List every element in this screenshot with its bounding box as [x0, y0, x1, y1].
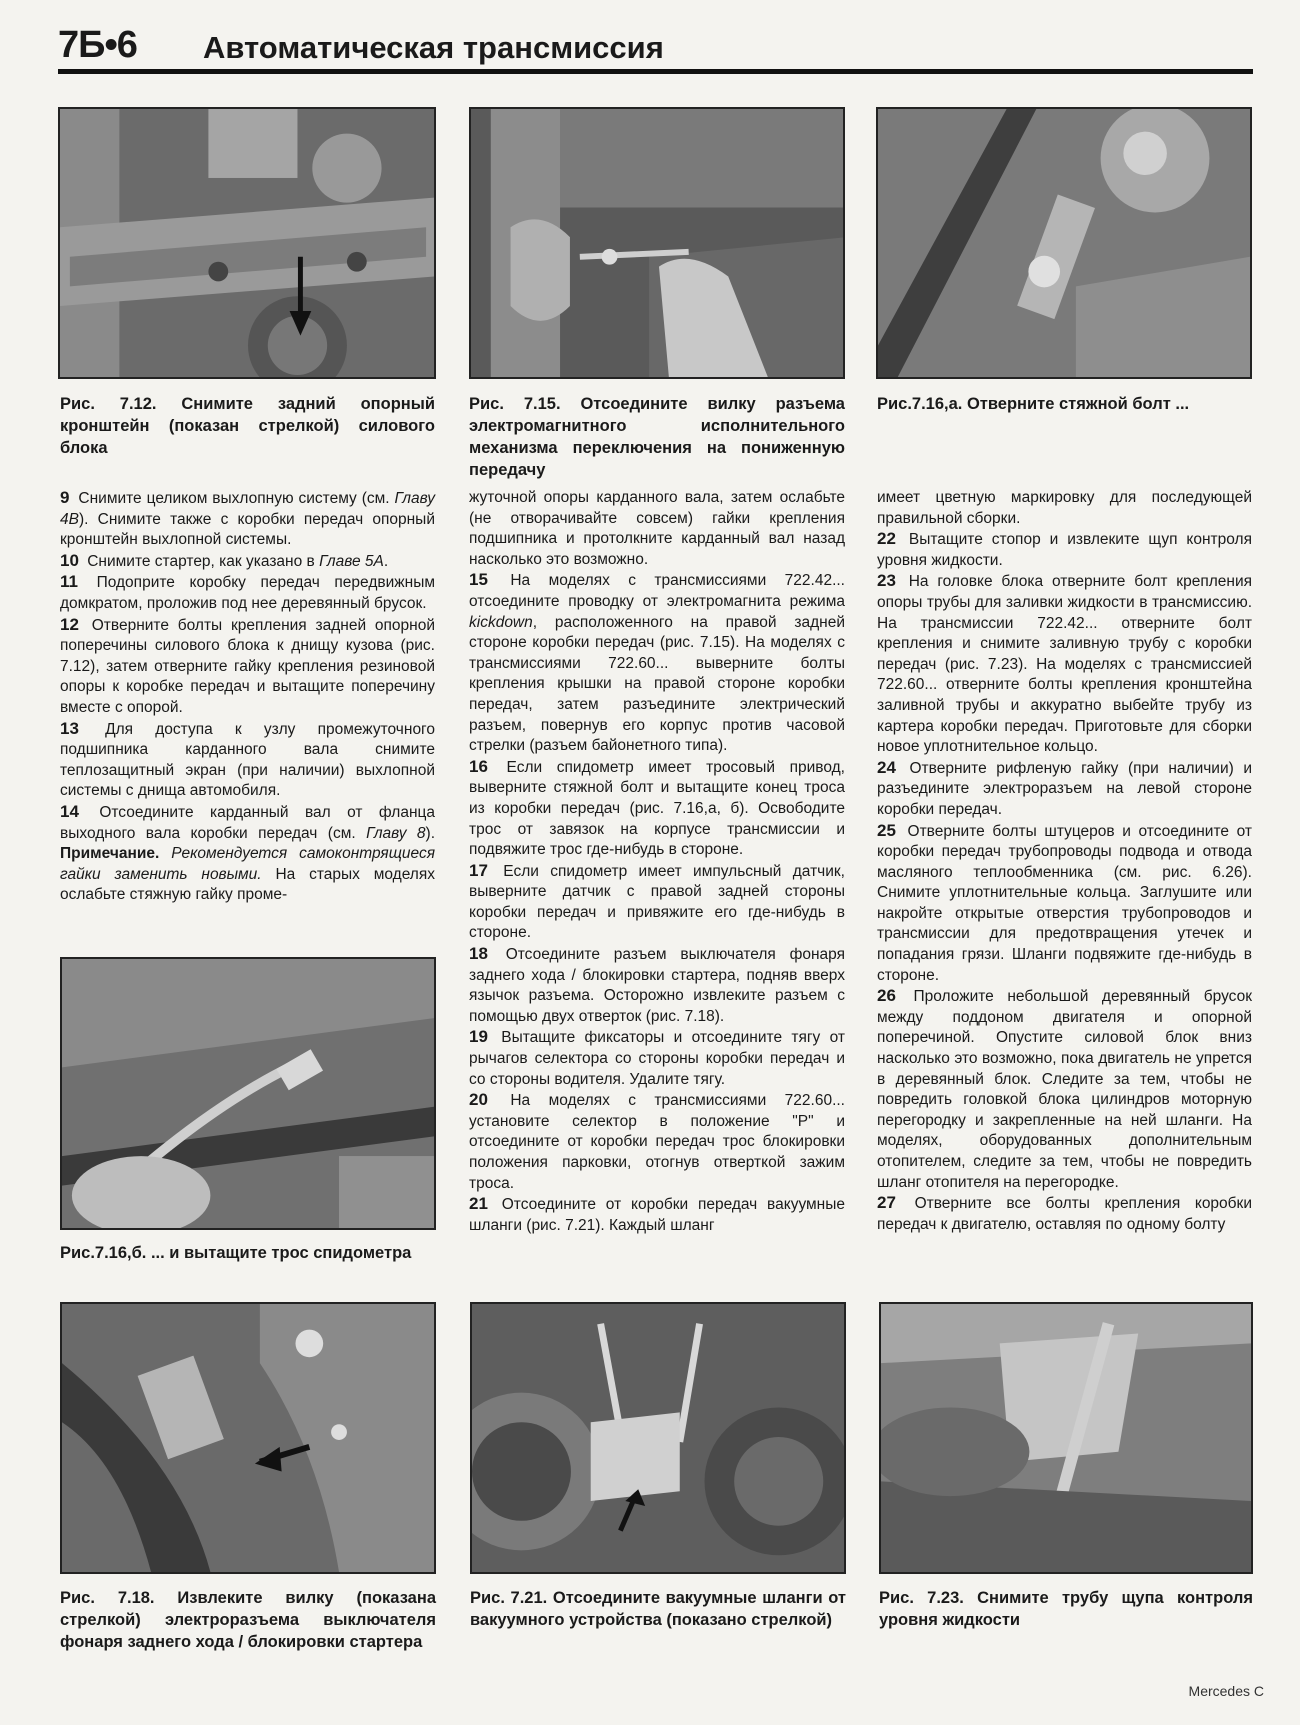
paragraph-15-term: kickdown: [469, 613, 533, 631]
paragraph-27-text: Отверните все болты крепления коробки передач к двигателю, оставляя по одному болту: [877, 1195, 1252, 1233]
paragraph-11-number: 11: [60, 572, 78, 592]
paragraph-14-number: 14: [60, 801, 79, 821]
paragraph-14-continued: жуточной опоры карданного вала, затем ослабьте (не отворачивайте совсем) гайки крепления подшипника и протолкните карданный вал назад насколько это возможно.: [469, 489, 845, 568]
paragraph-12-text: Отверните болты крепления задней опорной поперечины силового блока к днищу кузова (рис. 7.12), затем отверните гайку крепления резиновой опоры к коробке передач и вытащите поперечину вместе с опорой.: [60, 616, 436, 716]
caption-fig-7-23: Рис. 7.23. Снимите трубу щупа контроля уровня жидкости: [879, 1589, 1253, 1629]
paragraph-26: [877, 986, 1252, 1193]
paragraph-17-text: Если спидометр имеет импульсный датчик, выверните датчик с правой задней стороны коробки передач и привяжите его где-нибудь в стороне.: [469, 862, 845, 942]
paragraph-23-text: На головке блока отверните болт крепления опоры трубы для заливки жидкости в трансмиссию. На трансмиссии 722.42... отверните болт крепления и снимите заливную трубу с коробки передач (рис. 7.23). На моделях с трансмиссией 722.60... отверните болты крепления кронштейна заливной трубы и аккуратно выбейте трубу из картера коробки передач. Приготовьте для сборки новое уплотнительное кольцо.: [877, 573, 1252, 756]
paragraph-15: [469, 570, 845, 756]
paragraph-9: [60, 488, 435, 551]
paragraph-14-text-b: ).: [425, 824, 435, 842]
paragraph-22-number: 22: [877, 529, 896, 549]
paragraph-9-text-b: ). Снимите также с коробки передач опорный кронштейн выхлопной системы.: [60, 510, 435, 549]
photo-7-21-image: [472, 1304, 844, 1572]
page-header: [58, 22, 1253, 74]
photo-fig-7-18: [60, 1302, 436, 1574]
paragraph-19-text: Вытащите фиксаторы и отсоедините тягу от рычагов селектора со стороны коробки передач и со стороны водителя. Удалите тягу.: [469, 1029, 845, 1088]
paragraph-15-text-a: На моделях с трансмиссиями 722.42... отсоедините проводку от электромагнита режима: [469, 572, 845, 610]
paragraph-18-text: Отсоедините разъем выключателя фонаря заднего хода / блокировки стартера, подняв вверх язычок разъема. Осторожно извлеките разъем с помощью двух отверток (рис. 7.18).: [469, 946, 845, 1025]
paragraph-27-number: 27: [877, 1193, 896, 1213]
photo-fig-7-15: [469, 107, 845, 379]
paragraph-20: [469, 1090, 845, 1194]
column-2-text: [469, 488, 845, 1236]
paragraph-25-text: Отверните болты штуцеров и отсоедините от коробки передач трубопроводы подвода и отвода масляного теплообменника (см. рис. 6.26). Снимите уплотнительные кольца. Заглушите или накройте открытые отверстия трубопроводов и трансмиссии для предотвращения утечек и попадания грязи. Шланги подвяжите где-нибудь в стороне.: [877, 822, 1252, 984]
note-label: Примечание.: [60, 845, 160, 863]
photo-fig-7-23: [879, 1302, 1253, 1574]
caption-fig-7-21: Рис. 7.21. Отсоедините вакуумные шланги от вакуумного устройства (показано стрелкой): [470, 1589, 846, 1629]
paragraph-21: [469, 1194, 845, 1236]
paragraph-10-ref: Главе 5A: [319, 552, 384, 570]
caption-fig-7-18: Рис. 7.18. Извлеките вилку (показана стрелкой) электроразъема выключателя фонаря заднего хода / блокировки стартера: [60, 1589, 436, 1651]
photo-7-23-image: [881, 1304, 1251, 1572]
paragraph-13: [60, 719, 435, 802]
paragraph-25-number: 25: [877, 820, 896, 840]
page-number: 7Б•6: [58, 24, 137, 66]
photo-7-12-image: [60, 109, 434, 377]
paragraph-17: [469, 861, 845, 944]
paragraph-9-number: 9: [60, 488, 70, 507]
photo-7-18-image: [62, 1304, 434, 1572]
paragraph-23: [877, 571, 1252, 757]
column-1-text: [60, 488, 435, 906]
paragraph-20-text: На моделях с трансмиссиями 722.60... установите селектор в положение "P" и отсоедините от коробки передач трос блокировки положения парковки, отогнув отверткой зажим троса.: [469, 1092, 845, 1192]
paragraph-18-number: 18: [469, 944, 488, 964]
paragraph-10: [60, 551, 435, 573]
page-title: Автоматическая трансмиссия: [203, 30, 664, 65]
paragraph-18: [469, 944, 845, 1027]
caption-fig-7-15: Рис. 7.15. Отсоедините вилку разъема электромагнитного исполнительного механизма переключения на пониженную передачу: [469, 395, 845, 479]
paragraph-9-text-a: Снимите целиком выхлопную систему (см.: [78, 490, 390, 507]
photo-7-16a-image: [878, 109, 1250, 377]
paragraph-23-number: 23: [877, 571, 896, 591]
paragraph-16: [469, 757, 845, 861]
paragraph-11: [60, 572, 435, 614]
paragraph-14: [60, 802, 435, 906]
paragraph-15-number: 15: [469, 570, 488, 590]
paragraph-14-text-a: Отсоедините карданный вал от фланца выходного вала коробки передач (см.: [60, 803, 436, 842]
paragraph-21-number: 21: [469, 1194, 488, 1214]
paragraph-26-text: Проложите небольшой деревянный брусок между поддоном двигателя и опорной поперечиной. Опустите силовой блок вниз насколько это возможно, пока двигатель не упрется в деревянный блок. Следите за тем, чтобы не повредить головкой блока цилиндров моторную перегородку и закрепленные на ней шланги. На моделях, оборудованных дополнительным отопителем, следите за тем, чтобы не повредить шланг отопителя на перегородке.: [877, 988, 1252, 1191]
paragraph-19: [469, 1027, 845, 1090]
paragraph-22: [877, 529, 1252, 571]
paragraph-24-number: 24: [877, 757, 896, 777]
paragraph-12: [60, 615, 435, 719]
paragraph-20-number: 20: [469, 1090, 488, 1110]
paragraph-24-text: Отверните рифленую гайку (при наличии) и разъедините электроразъем на левой стороне коробки передач.: [877, 759, 1252, 818]
paragraph-24: [877, 758, 1252, 821]
photo-fig-7-21: [470, 1302, 846, 1574]
paragraph-11-text: Подоприте коробку передач передвижным домкратом, проложив под нее деревянный брусок.: [60, 574, 435, 612]
paragraph-16-number: 16: [469, 756, 488, 776]
paragraph-14-text-c: На старых моделях ослабьте стяжную гайку проме-: [60, 865, 435, 904]
caption-fig-7-12: Рис. 7.12. Снимите задний опорный кронштейн (показан стрелкой) силового блока: [60, 395, 435, 457]
paragraph-15-text-b: , расположенного на правой задней стороне коробки передач (рис. 7.15). На моделях с трансмиссиями 722.60... выверните болты крепления крышки на правой стороне коробки передач, затем разъедините электрический разъем, повернув его корпус против часовой стрелки (разъем байонетного типа).: [469, 613, 845, 755]
footer-book-name: Mercedes C: [1188, 1683, 1264, 1699]
paragraph-22-text: Вытащите стопор и извлеките щуп контроля уровня жидкости.: [877, 531, 1252, 569]
paragraph-12-number: 12: [60, 614, 79, 634]
column-3-text: [877, 488, 1252, 1235]
paragraph-27: [877, 1193, 1252, 1235]
paragraph-25: [877, 821, 1252, 987]
photo-fig-7-16b: [60, 957, 436, 1230]
paragraph-26-number: 26: [877, 986, 896, 1006]
photo-fig-7-12: [58, 107, 436, 379]
paragraph-10-text-b: .: [383, 552, 389, 570]
note-text: Рекомендуется самоконтрящиеся гайки заменить новыми.: [60, 845, 435, 883]
caption-fig-7-16b: Рис.7.16,б. ... и вытащите трос спидометра: [60, 1244, 412, 1262]
photo-7-15-image: [471, 109, 843, 377]
paragraph-9-ref: Главу 4B: [60, 490, 435, 528]
paragraph-13-number: 13: [60, 718, 79, 738]
paragraph-17-number: 17: [469, 860, 488, 880]
caption-fig-7-16a: Рис.7.16,а. Отверните стяжной болт ...: [877, 395, 1190, 413]
paragraph-10-text-a: Снимите стартер, как указано в: [87, 552, 315, 570]
paragraph-21-continued: имеет цветную маркировку для последующей правильной сборки.: [877, 489, 1252, 527]
paragraph-10-number: 10: [60, 550, 79, 570]
paragraph-19-number: 19: [469, 1027, 488, 1047]
paragraph-16-text: Если спидометр имеет тросовый привод, выверните стяжной болт и вытащите конец троса из коробки передач (рис. 7.16,а, б). Освободите трос от завязок на корпусе трансмиссии и подвяжите трос где-нибудь в стороне.: [469, 758, 845, 859]
photo-fig-7-16a: [876, 107, 1252, 379]
paragraph-21-text: Отсоедините от коробки передач вакуумные шланги (рис. 7.21). Каждый шланг: [469, 1196, 845, 1234]
photo-7-16b-image: [62, 959, 434, 1228]
paragraph-13-text: Для доступа к узлу промежуточного подшипника карданного вала снимите теплозащитный экран (при наличии) выхлопной системы с днища автомобиля.: [60, 720, 435, 800]
paragraph-14-ref: Главу 8: [366, 824, 426, 842]
